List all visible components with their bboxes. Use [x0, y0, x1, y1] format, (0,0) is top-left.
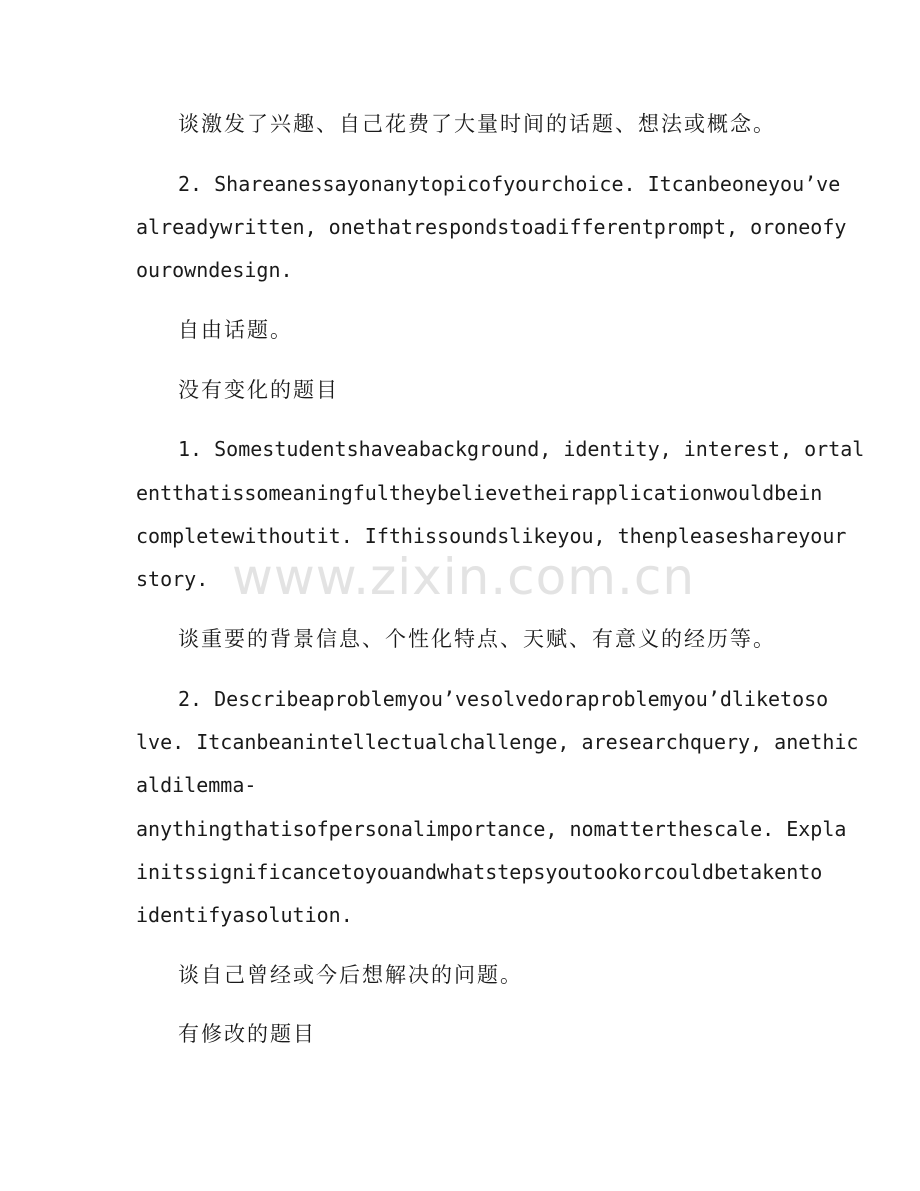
paragraph-line: anythingthatisofpersonalimportance, nomatterthescale. Expla [136, 817, 847, 841]
paragraph-line: completewithoutit. Ifthissoundslikeyou, thenpleaseshareyour [136, 524, 847, 548]
paragraph-line: ourowndesign. [136, 258, 293, 282]
paragraph-line: 谈自己曾经或今后想解决的问题。 [178, 963, 523, 987]
paragraph-line: 谈激发了兴趣、自己花费了大量时间的话题、想法或概念。 [178, 112, 776, 136]
paragraph-line: alreadywritten, onethatrespondstoadifferentprompt, oroneofy [136, 215, 847, 239]
paragraph-line: 1. Somestudentshaveabackground, identity, interest, ortal [178, 437, 865, 461]
paragraph-line: aldilemma- [136, 773, 257, 797]
paragraph-line: entthatissomeaningfultheybelievetheirapplicationwouldbein [136, 481, 823, 505]
paragraph-line: 2. Shareanessayonanytopicofyourchoice. Itcanbeoneyou’ve [178, 172, 841, 196]
paragraph-line: initssignificancetoyouandwhatstepsyoutookorcouldbetakento [136, 860, 823, 884]
paragraph-line: story. [136, 567, 209, 591]
paragraph-line: 没有变化的题目 [178, 378, 339, 402]
paragraph-line: 自由话题。 [178, 318, 293, 342]
watermark: www.zixin.com.cn [232, 548, 696, 606]
paragraph-line: 谈重要的背景信息、个性化特点、天赋、有意义的经历等。 [178, 627, 776, 651]
paragraph-line: identifyasolution. [136, 903, 353, 927]
paragraph-line: lve. Itcanbeanintellectualchallenge, aresearchquery, anethic [136, 730, 859, 754]
paragraph-line: 2. Describeaproblemyou’vesolvedoraproblemyou’dliketoso [178, 687, 829, 711]
paragraph-line: 有修改的题目 [178, 1022, 316, 1046]
